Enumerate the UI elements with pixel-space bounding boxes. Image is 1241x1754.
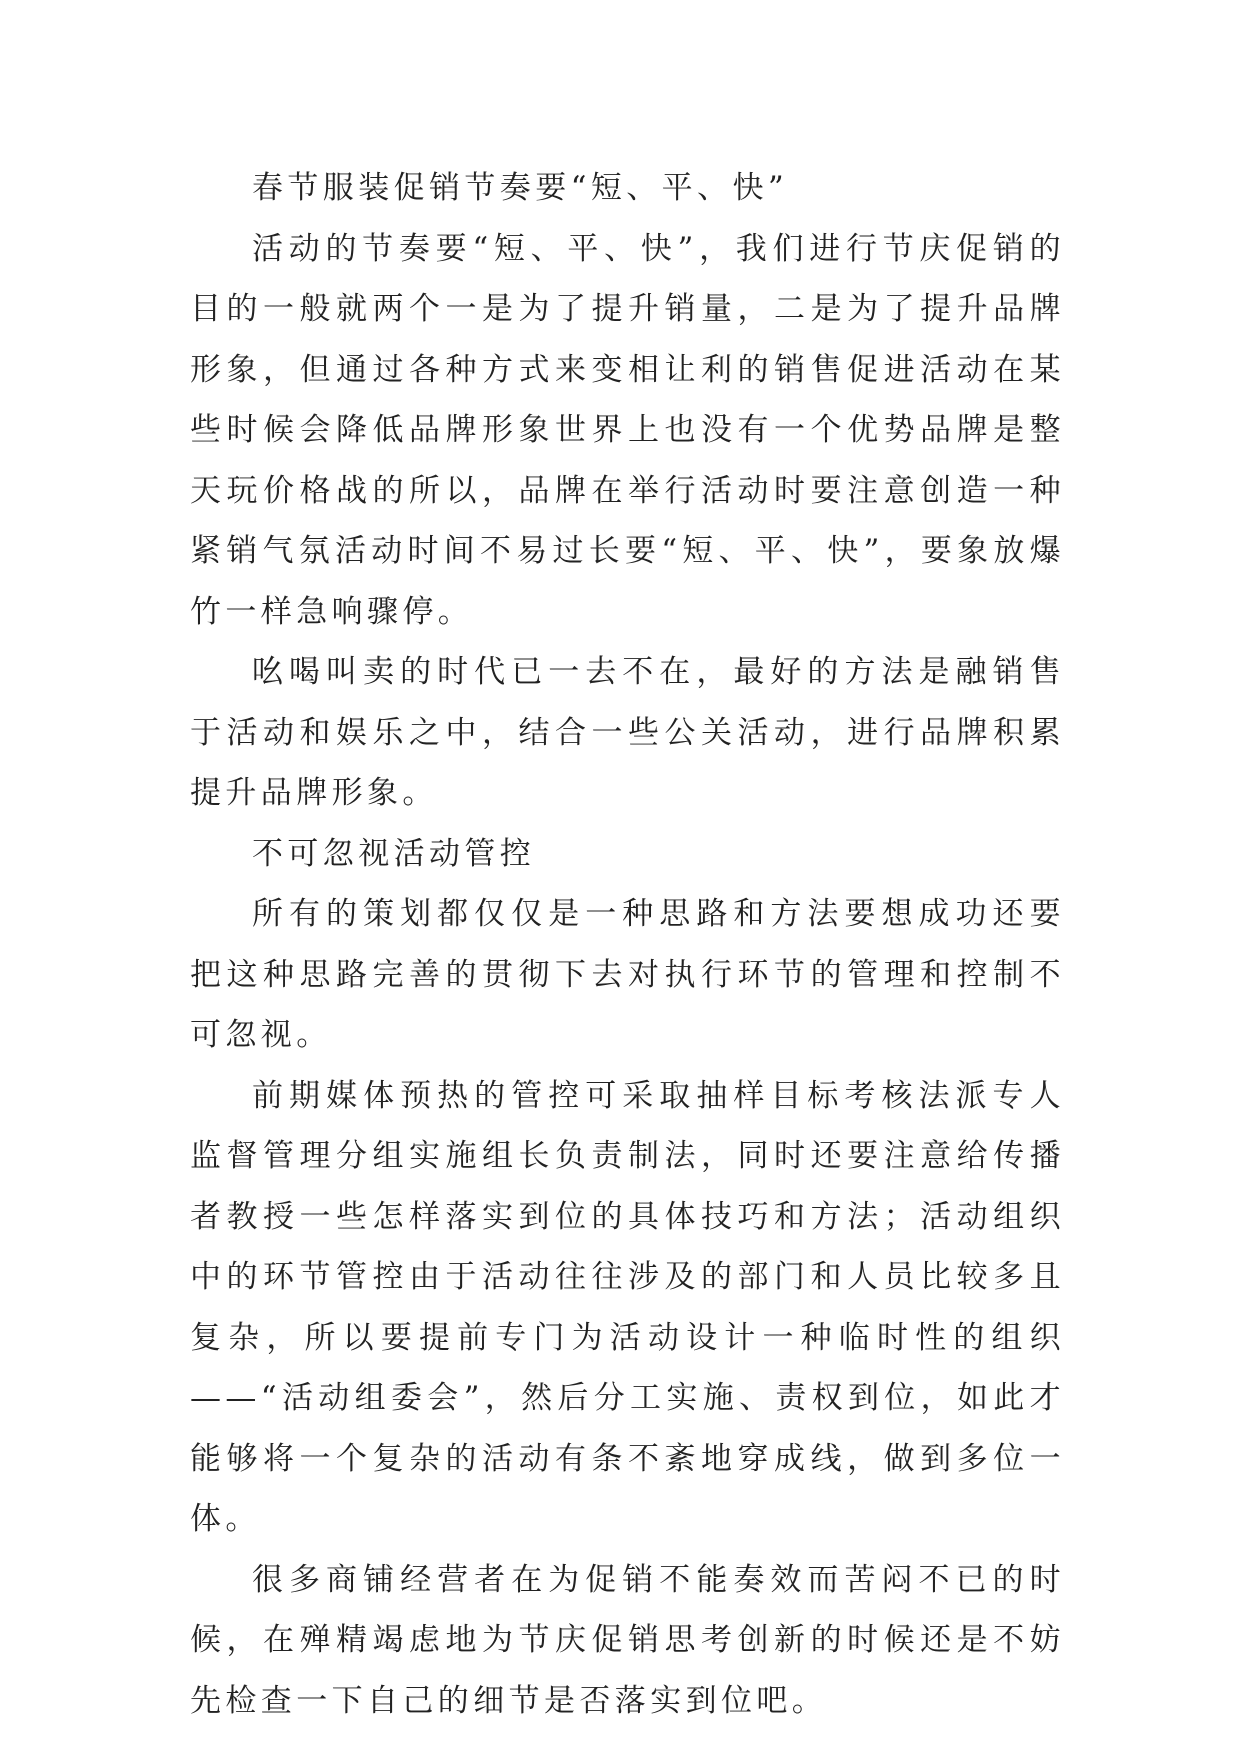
paragraph: 很多商铺经营者在为促销不能奏效而苦闷不已的时候，在殚精竭虑地为节庆促销思考创新的时候还是不妨先检查一下自己的细节是否落实到位吧。 — [190, 1561, 1065, 1719]
document-body — [190, 158, 1065, 1731]
section-heading: 春节服装促销节奏要“短、平、快” — [252, 170, 789, 206]
paragraph: 前期媒体预热的管控可采取抽样目标考核法派专人监督管理分组实施组长负责制法，同时还要注意给传播者教授一些怎样落实到位的具体技巧和方法；活动组织中的环节管控由于活动往往涉及的部门和人员比较多且复杂，所以要提前专门为活动设计一种临时性的组织——“活动组委会”，然后分工实施、责权到位，如此才能够将一个复杂的活动有条不紊地穿成线，做到多位一体。 — [190, 1077, 1065, 1537]
section-heading: 不可忽视活动管控 — [252, 835, 536, 872]
paragraph: 吆喝叫卖的时代已一去不在，最好的方法是融销售于活动和娱乐之中，结合一些公关活动，进行品牌积累提升品牌形象。 — [190, 654, 1065, 811]
paragraph: 所有的策划都仅仅是一种思路和方法要想成功还要把这种思路完善的贯彻下去对执行环节的管理和控制不可忽视。 — [190, 896, 1065, 1053]
paragraph: 活动的节奏要“短、平、快”，我们进行节庆促销的目的一般就两个一是为了提升销量，二是为了提升品牌形象，但通过各种方式来变相让利的销售促进活动在某些时候会降低品牌形象世界上也没有一个优势品牌是整天玩价格战的所以，品牌在举行活动时要注意创造一种紧销气氛活动时间不易过长要“短、平、快”，要象放爆竹一样急响骤停。 — [190, 230, 1065, 630]
